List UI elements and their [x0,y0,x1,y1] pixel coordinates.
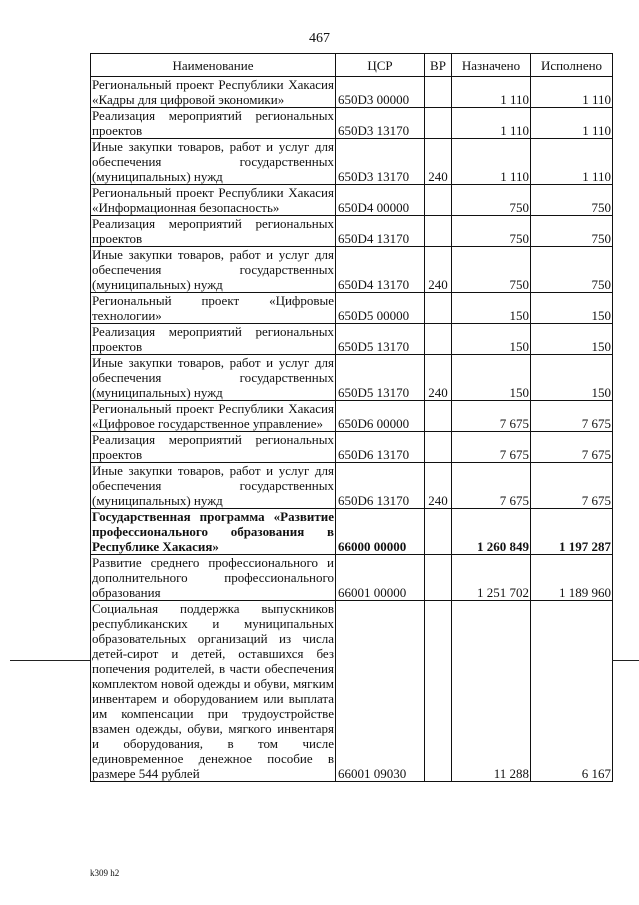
row-vr [425,108,452,139]
row-name: Государственная программа «Развитие профессионального образования в Республике Хакасия» [92,509,334,554]
row-executed: 750 [531,185,613,216]
budget-table [90,53,613,782]
row-csr: 650D4 13170 [336,247,425,293]
row-executed: 750 [531,216,613,247]
row-name: Региональный проект Республики Хакасия «Кадры для цифровой экономики» [92,77,334,107]
row-executed: 150 [531,293,613,324]
row-csr: 650D5 13170 [336,324,425,355]
table-row [91,185,613,216]
row-executed: 1 197 287 [531,509,613,555]
row-name: Региональный проект Республики Хакасия «Цифровое государственное управление» [92,401,334,431]
row-executed: 1 189 960 [531,555,613,601]
row-vr: 240 [425,355,452,401]
table-row [91,555,613,601]
row-assigned: 1 110 [452,77,531,108]
row-vr [425,185,452,216]
row-csr: 650D4 00000 [336,185,425,216]
table-row [91,247,613,293]
row-assigned: 1 110 [452,139,531,185]
row-vr [425,601,452,782]
row-csr: 650D5 13170 [336,355,425,401]
row-assigned: 150 [452,355,531,401]
row-csr: 650D3 13170 [336,139,425,185]
row-name: Иные закупки товаров, работ и услуг для обеспечения государственных (муниципальных) нужд [92,355,334,400]
row-name: Развитие среднего профессионального и дополнительного профессионального образования [92,555,334,600]
row-name: Региональный проект Республики Хакасия «Информационная безопасность» [92,185,334,215]
row-assigned: 1 110 [452,108,531,139]
row-vr [425,293,452,324]
row-csr: 650D6 13170 [336,432,425,463]
row-vr: 240 [425,139,452,185]
row-name: Реализация мероприятий региональных проектов [92,324,334,354]
row-executed: 7 675 [531,432,613,463]
row-executed: 750 [531,247,613,293]
table-row [91,432,613,463]
row-vr [425,509,452,555]
row-assigned: 7 675 [452,432,531,463]
row-executed: 150 [531,355,613,401]
row-vr [425,432,452,463]
row-assigned: 150 [452,293,531,324]
table-row [91,324,613,355]
row-vr [425,216,452,247]
row-vr: 240 [425,247,452,293]
row-executed: 1 110 [531,108,613,139]
table-row [91,463,613,509]
header-csr: ЦСР [336,54,425,77]
row-executed: 7 675 [531,401,613,432]
row-csr: 650D3 13170 [336,108,425,139]
row-assigned: 750 [452,185,531,216]
row-executed: 6 167 [531,601,613,782]
row-assigned: 150 [452,324,531,355]
row-vr [425,401,452,432]
table-row [91,108,613,139]
row-vr [425,324,452,355]
header-name: Наименование [91,54,336,77]
footer-code: k309 h2 [90,868,120,878]
row-executed: 7 675 [531,463,613,509]
table-header-row [91,54,613,77]
row-assigned: 750 [452,247,531,293]
header-assigned: Назначено [452,54,531,77]
row-assigned: 1 251 702 [452,555,531,601]
row-assigned: 750 [452,216,531,247]
row-csr: 66001 00000 [336,555,425,601]
cut-line-right [612,660,639,661]
row-executed: 1 110 [531,77,613,108]
table-row [91,401,613,432]
table-row [91,139,613,185]
row-name: Реализация мероприятий региональных проектов [92,108,334,138]
row-vr [425,77,452,108]
row-csr: 650D6 00000 [336,401,425,432]
table-row [91,601,613,782]
row-name: Реализация мероприятий региональных проектов [92,216,334,246]
row-assigned: 1 260 849 [452,509,531,555]
row-csr: 650D6 13170 [336,463,425,509]
row-executed: 150 [531,324,613,355]
row-name: Региональный проект «Цифровые технологии» [92,293,334,323]
row-csr: 650D4 13170 [336,216,425,247]
table-body [91,77,613,782]
table-row [91,355,613,401]
cut-line-left [10,660,90,661]
row-vr [425,555,452,601]
row-executed: 1 110 [531,139,613,185]
table-row [91,216,613,247]
row-csr: 66000 00000 [336,509,425,555]
row-name: Иные закупки товаров, работ и услуг для обеспечения государственных (муниципальных) нужд [92,463,334,508]
row-assigned: 11 288 [452,601,531,782]
row-name: Реализация мероприятий региональных проектов [92,432,334,462]
row-vr: 240 [425,463,452,509]
row-csr: 650D5 00000 [336,293,425,324]
table-row [91,77,613,108]
row-csr: 650D3 00000 [336,77,425,108]
page-number: 467 [309,31,330,46]
header-vr: ВР [425,54,452,77]
row-name: Социальная поддержка выпускников республиканских и муниципальных образовательных организаций из числа детей-сирот и детей, оставшихся без попечения родителей, в части обеспечения комплектом новой одежды и обуви, мягким инвентарем и оборудованием или выплата им компенсации при трудоустройстве взамен одежды, обуви, мягкого инвентаря и оборудования, в том числе единовременное денежное пособие в размере 544 рублей [92,601,334,781]
row-csr: 66001 09030 [336,601,425,782]
table-row [91,293,613,324]
row-name: Иные закупки товаров, работ и услуг для обеспечения государственных (муниципальных) нужд [92,139,334,184]
row-assigned: 7 675 [452,463,531,509]
row-name: Иные закупки товаров, работ и услуг для обеспечения государственных (муниципальных) нужд [92,247,334,292]
header-executed: Исполнено [531,54,613,77]
row-assigned: 7 675 [452,401,531,432]
table-row [91,509,613,555]
